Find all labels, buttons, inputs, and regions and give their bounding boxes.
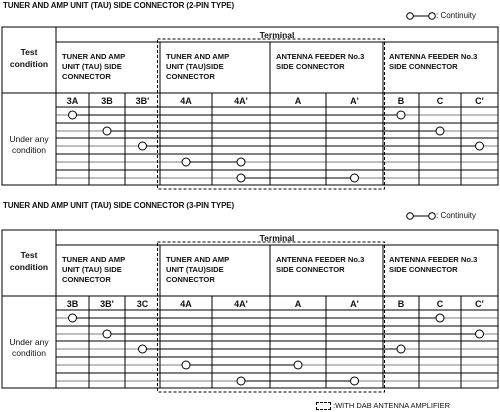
table-border xyxy=(2,27,498,185)
pin-label: A xyxy=(294,96,302,106)
group-header: ANTENNA FEEDER No.3 xyxy=(389,255,478,264)
pin-label: B xyxy=(397,299,405,309)
legend-label: : Continuity xyxy=(436,211,477,220)
dab-footnote xyxy=(316,401,450,410)
table-border xyxy=(2,230,498,388)
group-header: SIDE CONNECTOR xyxy=(276,62,345,71)
continuity-terminal xyxy=(476,142,484,150)
continuity-terminal xyxy=(436,127,444,135)
continuity-terminal xyxy=(476,330,484,338)
group-header: UNIT (TAU)SIDE xyxy=(166,62,224,71)
continuity-terminal xyxy=(103,127,111,135)
pin-label: A xyxy=(294,299,302,309)
table-title: TUNER AND AMP UNIT (TAU) SIDE CONNECTOR (2-PIN TYPE) xyxy=(3,1,235,10)
group-header: CONNECTOR xyxy=(62,72,111,81)
continuity-terminal xyxy=(69,314,77,322)
group-header: UNIT (TAU)SIDE xyxy=(166,265,224,274)
pin-label: 3B xyxy=(101,96,113,106)
group-header: CONNECTOR xyxy=(166,275,215,284)
continuity-terminal xyxy=(237,158,245,166)
pin-label: A' xyxy=(350,299,359,309)
pin-label: C' xyxy=(475,299,484,309)
pin-label: C xyxy=(436,96,444,106)
pin-label: C' xyxy=(475,96,484,106)
group-header: SIDE CONNECTOR xyxy=(389,62,458,71)
terminal-header: Terminal xyxy=(259,233,295,243)
continuity-terminal xyxy=(237,174,245,182)
continuity-table xyxy=(0,24,500,194)
condition-label: condition xyxy=(11,145,47,155)
test-condition-header: condition xyxy=(9,262,49,272)
group-header: TUNER AND AMP xyxy=(62,255,126,264)
group-header: ANTENNA FEEDER No.3 xyxy=(276,255,365,264)
pin-label: B xyxy=(397,96,405,106)
pin-label: 4A xyxy=(180,96,192,106)
group-header: TUNER AND AMP xyxy=(62,52,126,61)
group-header: CONNECTOR xyxy=(62,275,111,284)
pin-label: A' xyxy=(350,96,359,106)
continuity-symbol-icon xyxy=(406,212,436,220)
continuity-terminal xyxy=(69,111,77,119)
test-condition-header: condition xyxy=(9,59,49,69)
pin-label: 4A' xyxy=(234,96,248,106)
continuity-terminal xyxy=(237,377,245,385)
continuity-terminal xyxy=(139,142,147,150)
continuity-terminal xyxy=(351,377,359,385)
group-header: SIDE CONNECTOR xyxy=(276,265,345,274)
pin-label: 3A xyxy=(66,96,79,106)
pin-label: 3B' xyxy=(135,96,150,106)
dashed-box-icon xyxy=(316,402,331,410)
continuity-terminal xyxy=(182,158,190,166)
condition-label: Under any xyxy=(9,337,49,347)
continuity-terminal xyxy=(397,111,405,119)
pin-label: 3B xyxy=(66,299,79,309)
continuity-table xyxy=(0,227,500,397)
group-header: UNIT (TAU) SIDE xyxy=(62,62,122,71)
group-header: TUNER AND AMP xyxy=(166,255,230,264)
pin-label: 3C xyxy=(136,299,149,309)
group-header: ANTENNA FEEDER No.3 xyxy=(389,52,478,61)
continuity-legend xyxy=(406,211,476,220)
continuity-terminal xyxy=(294,361,302,369)
pin-label: 3B' xyxy=(100,299,114,309)
test-condition-header: Test xyxy=(20,250,38,260)
footnote-label: :WITH DAB ANTENNA AMPLIFIER xyxy=(333,401,451,410)
group-header: UNIT (TAU) SIDE xyxy=(62,265,122,274)
continuity-terminal xyxy=(397,345,405,353)
table-title: TUNER AND AMP UNIT (TAU) SIDE CONNECTOR (3-PIN TYPE) xyxy=(3,201,235,210)
terminal-header: Terminal xyxy=(259,30,295,40)
condition-label: Under any xyxy=(9,134,49,144)
continuity-terminal xyxy=(182,361,190,369)
continuity-terminal xyxy=(436,314,444,322)
legend-label: : Continuity xyxy=(436,11,477,20)
group-header: ANTENNA FEEDER No.3 xyxy=(276,52,365,61)
group-header: CONNECTOR xyxy=(166,72,215,81)
pin-label: 4A' xyxy=(234,299,248,309)
continuity-symbol-icon xyxy=(406,12,436,20)
continuity-terminal xyxy=(103,330,111,338)
condition-label: condition xyxy=(11,348,47,358)
test-condition-header: Test xyxy=(20,47,38,57)
continuity-legend xyxy=(406,11,476,20)
continuity-terminal xyxy=(351,174,359,182)
pin-label: 4A xyxy=(180,299,192,309)
pin-label: C xyxy=(436,299,444,309)
group-header: TUNER AND AMP xyxy=(166,52,230,61)
continuity-terminal xyxy=(139,345,147,353)
group-header: SIDE CONNECTOR xyxy=(389,265,458,274)
